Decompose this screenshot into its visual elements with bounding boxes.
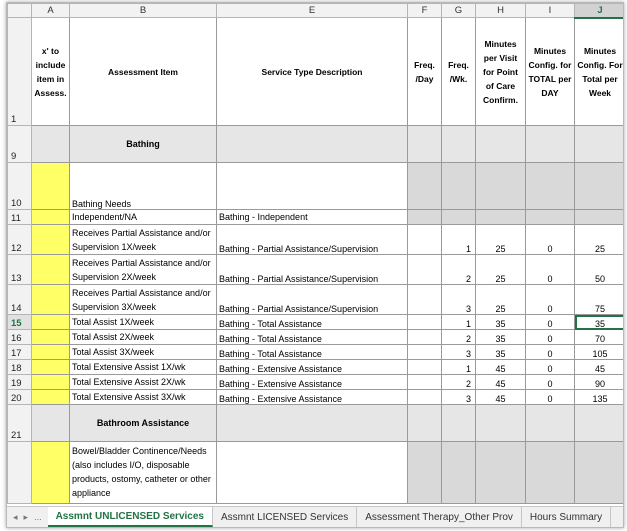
minutes-per-visit-cell[interactable]: 25: [476, 255, 526, 285]
cell[interactable]: [442, 126, 476, 163]
column-header-a[interactable]: A: [32, 4, 70, 18]
row-number[interactable]: 16: [8, 330, 32, 345]
table-row: [8, 285, 625, 315]
service-type-cell[interactable]: Bathing - Partial Assistance/Supervision: [217, 255, 408, 285]
freq-week-cell[interactable]: 1: [442, 315, 476, 330]
freq-day-cell[interactable]: [408, 255, 442, 285]
service-type-cell[interactable]: Bathing - Independent: [217, 210, 408, 225]
freq-week-cell[interactable]: 1: [442, 360, 476, 375]
service-type-cell[interactable]: Bathing - Total Assistance: [217, 330, 408, 345]
freq-week-cell[interactable]: 2: [442, 375, 476, 390]
cell[interactable]: [408, 126, 442, 163]
minutes-per-week-cell[interactable]: 25: [575, 225, 625, 255]
assessment-item-cell[interactable]: Total Assist 1X/week: [70, 315, 217, 330]
section-row-bathroom: [8, 405, 625, 442]
row-number[interactable]: 11: [8, 210, 32, 225]
header-row: [8, 18, 625, 126]
cell[interactable]: [575, 126, 625, 163]
assessment-item-cell[interactable]: Independent/NA: [70, 210, 217, 225]
sheet-nav: [7, 507, 48, 527]
assessment-item-cell[interactable]: Total Assist 3X/week: [70, 345, 217, 360]
service-type-cell[interactable]: Bathing - Extensive Assistance: [217, 390, 408, 405]
service-type-cell[interactable]: [217, 163, 408, 210]
row-number[interactable]: 10: [8, 163, 32, 210]
cell[interactable]: [442, 163, 476, 210]
minutes-per-visit-cell[interactable]: 45: [476, 390, 526, 405]
row-number[interactable]: 21: [8, 405, 32, 442]
cell[interactable]: [476, 405, 526, 442]
row-number[interactable]: [8, 442, 32, 504]
row-number[interactable]: 18: [8, 360, 32, 375]
header-include-flag[interactable]: x' to include item in Assess.: [32, 18, 70, 126]
minutes-per-week-cell[interactable]: 90: [575, 375, 625, 390]
header-freq-day[interactable]: Freq. /Day: [408, 18, 442, 126]
cell[interactable]: [408, 442, 442, 504]
freq-day-cell[interactable]: [408, 345, 442, 360]
cell[interactable]: [442, 405, 476, 442]
table-row: [8, 315, 625, 330]
column-header-g[interactable]: G: [442, 4, 476, 18]
freq-day-cell[interactable]: [408, 390, 442, 405]
freq-week-cell[interactable]: 1: [442, 225, 476, 255]
freq-day-cell[interactable]: [408, 315, 442, 330]
service-type-cell[interactable]: Bathing - Partial Assistance/Supervision: [217, 225, 408, 255]
row-number[interactable]: 20: [8, 390, 32, 405]
table-row: [8, 442, 625, 504]
minutes-per-day-cell[interactable]: 0: [526, 360, 575, 375]
minutes-per-day-cell[interactable]: 0: [526, 315, 575, 330]
header-minutes-per-day[interactable]: Minutes Config. for TOTAL per DAY: [526, 18, 575, 126]
freq-day-cell[interactable]: [408, 375, 442, 390]
service-type-cell[interactable]: Bathing - Extensive Assistance: [217, 375, 408, 390]
freq-day-cell[interactable]: [408, 285, 442, 315]
header-minutes-per-visit[interactable]: Minutes per Visit for Point of Care Confirm.: [476, 18, 526, 126]
cell[interactable]: [575, 405, 625, 442]
tab-hours-summary[interactable]: Hours Summary: [522, 507, 611, 527]
minutes-per-visit-cell[interactable]: 25: [476, 285, 526, 315]
tab-assmnt-unlicensed[interactable]: Assmnt UNLICENSED Services: [48, 507, 213, 527]
freq-week-cell[interactable]: 2: [442, 255, 476, 285]
cell[interactable]: [526, 405, 575, 442]
header-minutes-per-week[interactable]: Minutes Config. For Total per Week: [575, 18, 625, 126]
table-row: [8, 345, 625, 360]
include-flag-cell[interactable]: [32, 315, 70, 330]
minutes-per-visit-cell[interactable]: 35: [476, 330, 526, 345]
cell[interactable]: [408, 405, 442, 442]
row-number[interactable]: 9: [8, 126, 32, 163]
assessment-item-cell[interactable]: Total Extensive Assist 2X/wk: [70, 375, 217, 390]
minutes-per-visit-cell[interactable]: 35: [476, 345, 526, 360]
table-row: [8, 255, 625, 285]
include-flag-cell[interactable]: [32, 285, 70, 315]
service-type-cell[interactable]: Bathing - Total Assistance: [217, 315, 408, 330]
minutes-per-week-cell[interactable]: 35: [575, 315, 625, 330]
cell[interactable]: [526, 126, 575, 163]
cell[interactable]: [476, 163, 526, 210]
cell[interactable]: [575, 210, 625, 225]
freq-day-cell[interactable]: [408, 360, 442, 375]
cell[interactable]: [408, 163, 442, 210]
more-sheets-button[interactable]: ...: [34, 512, 42, 522]
freq-week-cell[interactable]: 3: [442, 390, 476, 405]
minutes-per-visit-cell[interactable]: 35: [476, 315, 526, 330]
cell[interactable]: [526, 210, 575, 225]
prev-sheet-icon[interactable]: ◂: [13, 511, 18, 522]
table-row: [8, 375, 625, 390]
assessment-item-cell[interactable]: Total Extensive Assist 1X/wk: [70, 360, 217, 375]
column-header-i[interactable]: I: [526, 4, 575, 18]
minutes-per-visit-cell[interactable]: 45: [476, 375, 526, 390]
include-flag-cell[interactable]: [32, 210, 70, 225]
cell[interactable]: [408, 210, 442, 225]
minutes-per-week-cell[interactable]: 45: [575, 360, 625, 375]
cell[interactable]: [575, 442, 625, 504]
include-flag-cell[interactable]: [32, 375, 70, 390]
cell[interactable]: [442, 210, 476, 225]
minutes-per-day-cell[interactable]: 0: [526, 345, 575, 360]
assessment-item-cell[interactable]: Total Extensive Assist 3X/wk: [70, 390, 217, 405]
include-flag-cell[interactable]: [32, 330, 70, 345]
cell[interactable]: [442, 442, 476, 504]
header-freq-week[interactable]: Freq. /Wk.: [442, 18, 476, 126]
cell[interactable]: [217, 126, 408, 163]
include-flag-cell[interactable]: [32, 163, 70, 210]
freq-day-cell[interactable]: [408, 225, 442, 255]
cell[interactable]: [526, 163, 575, 210]
column-header-e[interactable]: E: [217, 4, 408, 18]
column-header-h[interactable]: H: [476, 4, 526, 18]
tab-assessment-therapy[interactable]: Assessment Therapy_Other Prov: [357, 507, 522, 527]
row-number[interactable]: 19: [8, 375, 32, 390]
assessment-item-cell[interactable]: Bathing Needs: [70, 163, 217, 210]
column-header-f[interactable]: F: [408, 4, 442, 18]
next-sheet-icon[interactable]: ▸: [23, 511, 29, 522]
cell[interactable]: [526, 442, 575, 504]
spreadsheet-window: [6, 2, 624, 528]
table-row: [8, 330, 625, 345]
table-row: [8, 225, 625, 255]
table-row: [8, 390, 625, 405]
freq-day-cell[interactable]: [408, 330, 442, 345]
minutes-per-visit-cell[interactable]: 45: [476, 360, 526, 375]
minutes-per-day-cell[interactable]: 0: [526, 390, 575, 405]
cell[interactable]: [476, 126, 526, 163]
header-assessment-item[interactable]: Assessment Item: [70, 18, 217, 126]
cell[interactable]: [575, 163, 625, 210]
column-header-b[interactable]: B: [70, 4, 217, 18]
cell[interactable]: [476, 210, 526, 225]
minutes-per-week-cell[interactable]: 105: [575, 345, 625, 360]
minutes-per-day-cell[interactable]: 0: [526, 285, 575, 315]
minutes-per-day-cell[interactable]: 0: [526, 375, 575, 390]
row-number[interactable]: 13: [8, 255, 32, 285]
column-header-j[interactable]: J: [575, 4, 625, 18]
cell[interactable]: [32, 405, 70, 442]
service-type-cell[interactable]: Bathing - Total Assistance: [217, 345, 408, 360]
minutes-per-day-cell[interactable]: 0: [526, 255, 575, 285]
assessment-item-cell[interactable]: Bowel/Bladder Continence/Needs (also includes I/O, disposable products, ostomy, catheter or other appliance: [70, 442, 217, 504]
include-flag-cell[interactable]: [32, 345, 70, 360]
table-row: [8, 210, 625, 225]
cell[interactable]: [32, 126, 70, 163]
include-flag-cell[interactable]: [32, 442, 70, 504]
row-number[interactable]: 14: [8, 285, 32, 315]
tab-assmnt-licensed[interactable]: Assmnt LICENSED Services: [213, 507, 357, 527]
row-number[interactable]: 17: [8, 345, 32, 360]
header-service-type[interactable]: Service Type Description: [217, 18, 408, 126]
assessment-item-cell[interactable]: Receives Partial Assistance and/or Supervision 1X/week: [70, 225, 217, 255]
include-flag-cell[interactable]: [32, 390, 70, 405]
section-title-bathroom[interactable]: Bathroom Assistance: [70, 405, 217, 442]
include-flag-cell[interactable]: [32, 255, 70, 285]
row-number[interactable]: 1: [8, 18, 32, 126]
assessment-item-cell[interactable]: Receives Partial Assistance and/or Supervision 2X/week: [70, 255, 217, 285]
service-type-cell[interactable]: Bathing - Partial Assistance/Supervision: [217, 285, 408, 315]
table-row: [8, 360, 625, 375]
worksheet-grid: [7, 3, 624, 504]
cell[interactable]: [217, 405, 408, 442]
section-row-bathing: [8, 126, 625, 163]
minutes-per-visit-cell[interactable]: 25: [476, 225, 526, 255]
minutes-per-week-cell[interactable]: 50: [575, 255, 625, 285]
include-flag-cell[interactable]: [32, 225, 70, 255]
assessment-item-cell[interactable]: Total Assist 2X/week: [70, 330, 217, 345]
freq-week-cell[interactable]: 3: [442, 345, 476, 360]
freq-week-cell[interactable]: 2: [442, 330, 476, 345]
cell[interactable]: [476, 442, 526, 504]
minutes-per-week-cell[interactable]: 135: [575, 390, 625, 405]
service-type-cell[interactable]: Bathing - Extensive Assistance: [217, 360, 408, 375]
select-all-corner[interactable]: [8, 4, 32, 18]
minutes-per-day-cell[interactable]: 0: [526, 225, 575, 255]
row-number[interactable]: 12: [8, 225, 32, 255]
freq-week-cell[interactable]: 3: [442, 285, 476, 315]
minutes-per-week-cell[interactable]: 75: [575, 285, 625, 315]
row-number[interactable]: 15: [8, 315, 32, 330]
sheet-tab-bar: [7, 506, 623, 527]
section-title-bathing[interactable]: Bathing: [70, 126, 217, 163]
table-row: [8, 163, 625, 210]
column-header-row: [8, 4, 625, 18]
minutes-per-week-cell[interactable]: 70: [575, 330, 625, 345]
assessment-item-cell[interactable]: Receives Partial Assistance and/or Supervision 3X/week: [70, 285, 217, 315]
include-flag-cell[interactable]: [32, 360, 70, 375]
minutes-per-day-cell[interactable]: 0: [526, 330, 575, 345]
service-type-cell[interactable]: [217, 442, 408, 504]
